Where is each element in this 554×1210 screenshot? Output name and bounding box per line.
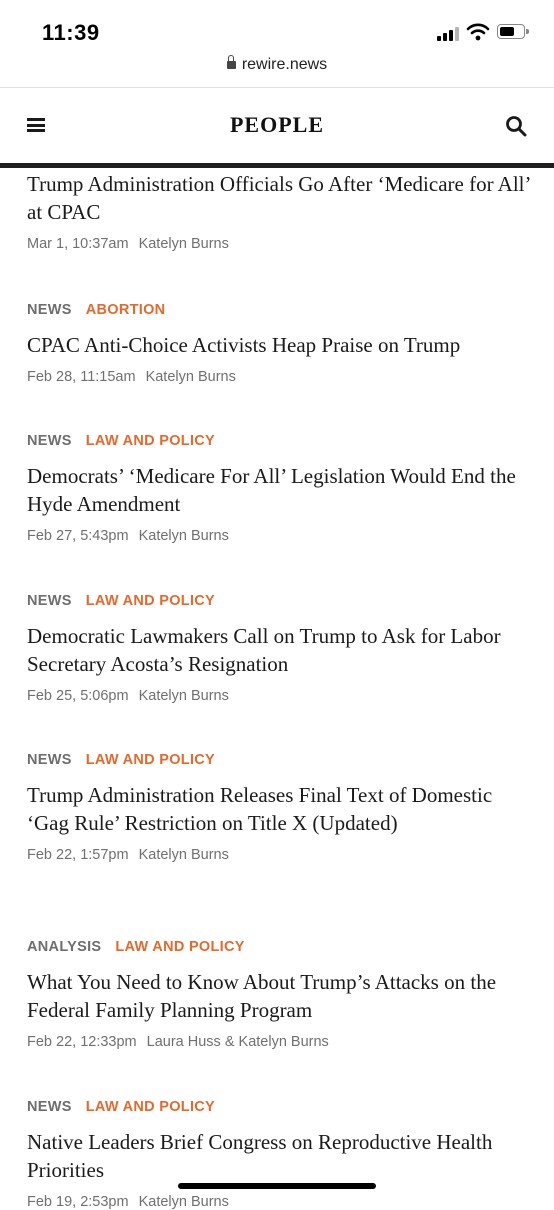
article-author[interactable]: Katelyn Burns xyxy=(138,236,229,252)
article-date: Mar 1, 10:37am xyxy=(27,236,129,252)
article-tags xyxy=(27,752,532,772)
article-title[interactable]: Democratic Lawmakers Call on Trump to Ask for Labor Secretary Acosta’s Resignation xyxy=(27,624,501,676)
article-title[interactable]: What You Need to Know About Trump’s Attacks on the Federal Family Planning Program xyxy=(27,970,497,1022)
article-item[interactable] xyxy=(27,1099,532,1210)
article-topic[interactable]: LAW AND POLICY xyxy=(85,752,216,768)
article-item[interactable] xyxy=(27,939,532,1050)
article-meta xyxy=(27,1034,532,1050)
battery-icon xyxy=(497,24,525,39)
article-topic[interactable]: LAW AND POLICY xyxy=(115,939,245,955)
section-title: PEOPLE xyxy=(229,112,324,137)
article-tags xyxy=(27,939,532,959)
article-title[interactable]: Democrats’ ‘Medicare For All’ Legislation Would End the Hyde Amendment xyxy=(27,464,516,516)
article-date: Feb 22, 1:57pm xyxy=(27,847,129,863)
article-tags xyxy=(27,593,532,613)
home-indicator[interactable] xyxy=(178,1183,376,1189)
article-date: Feb 28, 11:15am xyxy=(27,369,136,385)
site-header xyxy=(0,88,554,163)
article-topic[interactable]: LAW AND POLICY xyxy=(85,433,216,449)
status-bar xyxy=(0,0,554,62)
article-author[interactable]: Katelyn Burns xyxy=(138,688,229,704)
article-item[interactable] xyxy=(27,170,532,252)
wifi-icon xyxy=(467,23,489,41)
article-meta xyxy=(27,847,532,863)
article-meta xyxy=(27,528,532,544)
article-meta xyxy=(27,236,532,252)
article-title[interactable]: CPAC Anti-Choice Activists Heap Praise on Trump xyxy=(27,333,461,357)
article-type[interactable]: NEWS xyxy=(27,302,72,318)
article-type[interactable]: NEWS xyxy=(27,593,72,609)
address-bar[interactable] xyxy=(0,56,554,82)
url-text: rewire.news xyxy=(241,56,328,73)
article-author[interactable]: Katelyn Burns xyxy=(138,528,229,544)
article-type[interactable]: NEWS xyxy=(27,752,72,768)
article-tags xyxy=(27,433,532,453)
article-author[interactable]: Katelyn Burns xyxy=(138,1194,229,1210)
signal-icon xyxy=(437,25,461,41)
article-type[interactable]: NEWS xyxy=(27,433,72,449)
article-date: Feb 25, 5:06pm xyxy=(27,688,129,704)
article-date: Feb 19, 2:53pm xyxy=(27,1194,129,1210)
article-meta xyxy=(27,1194,532,1210)
article-meta xyxy=(27,688,532,704)
article-date: Feb 22, 12:33pm xyxy=(27,1034,137,1050)
article-author[interactable]: Laura Huss & Katelyn Burns xyxy=(146,1034,329,1050)
article-author[interactable]: Katelyn Burns xyxy=(145,369,236,385)
lock-icon xyxy=(227,61,236,69)
article-type[interactable]: ANALYSIS xyxy=(27,939,102,955)
article-item[interactable] xyxy=(27,593,532,704)
article-type[interactable]: NEWS xyxy=(27,1099,72,1115)
article-title[interactable]: Native Leaders Brief Congress on Reproductive Health Priorities xyxy=(27,1130,493,1182)
status-time: 11:39 xyxy=(42,20,100,45)
search-icon[interactable] xyxy=(505,115,527,137)
article-item[interactable] xyxy=(27,752,532,863)
article-item[interactable] xyxy=(27,433,532,544)
article-author[interactable]: Katelyn Burns xyxy=(138,847,229,863)
article-title[interactable]: Trump Administration Officials Go After ‘Medicare for All’ at CPAC xyxy=(27,172,530,224)
article-date: Feb 27, 5:43pm xyxy=(27,528,129,544)
article-topic[interactable]: LAW AND POLICY xyxy=(85,593,216,609)
article-topic[interactable]: LAW AND POLICY xyxy=(85,1099,216,1115)
article-topic[interactable]: ABORTION xyxy=(85,302,166,318)
article-feed xyxy=(0,168,554,1210)
article-meta xyxy=(27,369,532,385)
article-tags xyxy=(27,1099,532,1119)
article-tags xyxy=(27,302,532,322)
article-item[interactable] xyxy=(27,302,532,385)
article-title[interactable]: Trump Administration Releases Final Text of Domestic ‘Gag Rule’ Restriction on Title X (Updated) xyxy=(27,783,493,835)
